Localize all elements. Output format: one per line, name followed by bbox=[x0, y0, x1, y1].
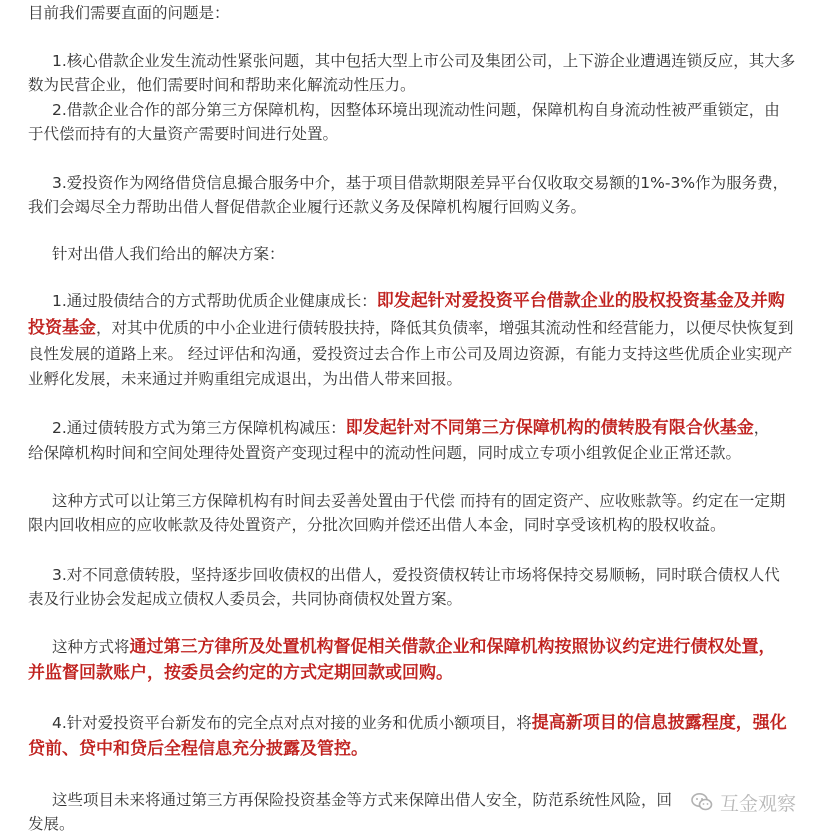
text-line bbox=[28, 515, 838, 535]
text-line bbox=[28, 663, 838, 683]
text-segment: 4.针对爱投资平台新发布的完全点对点对接的业务和优质小额项目，将 bbox=[52, 714, 532, 732]
text-line bbox=[28, 443, 838, 463]
text-segment: 这种方式可以让第三方保障机构有时间去妥善处置由于代偿 而持有的固定资产、应收账款等。约定在一定期 bbox=[52, 492, 786, 510]
text-line bbox=[28, 3, 838, 23]
text-line bbox=[52, 100, 838, 120]
text-segment: ， bbox=[753, 419, 770, 437]
text-segment: 2.通过债转股方式为第三方保障机构减压： bbox=[52, 419, 346, 437]
text-segment: 于代偿而持有的大量资产需要时间进行处置。 bbox=[28, 125, 339, 143]
text-segment: 2.借款企业合作的部分第三方保障机构，因整体环境出现流动性问题，保障机构自身流动性被严重锁定，由 bbox=[52, 101, 780, 119]
highlighted-text: 投资基金 bbox=[28, 318, 96, 338]
wechat-icon bbox=[690, 790, 714, 814]
text-segment: 给保障机构时间和空间处理待处置资产变现过程中的流动性问题，同时成立专项小组敦促企业正常还款。 bbox=[28, 444, 742, 462]
highlighted-text: 即发起针对不同第三方保障机构的债转股有限合伙基金 bbox=[345, 418, 754, 438]
text-line bbox=[52, 790, 692, 810]
highlighted-text: 通过第三方律所及处置机构督促相关借款企业和保障机构按照协议约定进行债权处置， bbox=[129, 637, 776, 657]
text-line bbox=[52, 565, 838, 585]
highlighted-text: 贷前、贷中和贷后全程信息充分披露及管控。 bbox=[28, 739, 368, 759]
text-segment: 3.爱投资作为网络借贷信息撮合服务中介，基于项目借款期限差异平台仅收取交易额的1%-3%作为服务费， bbox=[52, 174, 789, 192]
highlighted-text: 即发起针对爱投资平台借款企业的股权投资基金及并购 bbox=[376, 291, 785, 311]
watermark-text: 互金观察 bbox=[720, 792, 797, 815]
text-segment: 这些项目未来将通过第三方再保险投资基金等方式来保障出借人安全，防范系统性风险，回 bbox=[52, 791, 673, 809]
text-segment: 限内回收相应的应收帐款及待处置资产，分批次回购并偿还出借人本金，同时享受该机构的股权收益。 bbox=[28, 516, 726, 534]
text-line bbox=[52, 173, 838, 193]
text-line bbox=[52, 291, 838, 311]
highlighted-text: 并监督回款账户，按委员会约定的方式定期回款或回购。 bbox=[28, 663, 453, 683]
text-line bbox=[28, 739, 838, 759]
text-line bbox=[52, 491, 838, 511]
text-line bbox=[28, 197, 838, 217]
text-line bbox=[28, 124, 838, 144]
text-segment: 1.核心借款企业发生流动性紧张问题，其中包括大型上市公司及集团公司，上下游企业遭遇连锁反应，其大多 bbox=[52, 52, 796, 70]
text-line bbox=[28, 344, 838, 364]
text-line bbox=[28, 75, 838, 95]
text-line bbox=[52, 713, 838, 733]
text-segment: 数为民营企业，他们需要时间和帮助来化解流动性压力。 bbox=[28, 76, 416, 94]
text-segment: 业孵化发展，未来通过并购重组完成退出，为出借人带来回报。 bbox=[28, 370, 463, 388]
watermark bbox=[690, 786, 796, 818]
text-segment: 表及行业协会发起成立债权人委员会，共同协商债权处置方案。 bbox=[28, 590, 463, 608]
text-segment: 这种方式将 bbox=[52, 638, 130, 656]
text-segment: 发展。 bbox=[28, 815, 75, 833]
text-segment: 良性发展的道路上来。 经过评估和沟通，爱投资过去合作上市公司及周边资源，有能力支持这些优质企业实现产 bbox=[28, 345, 793, 363]
text-segment: 目前我们需要直面的问题是： bbox=[28, 4, 230, 22]
text-line bbox=[28, 369, 838, 389]
text-segment: 我们会竭尽全力帮助出借人督促借款企业履行还款义务及保障机构履行回购义务。 bbox=[28, 198, 587, 216]
text-line bbox=[28, 318, 838, 338]
text-line bbox=[52, 51, 838, 71]
highlighted-text: 提高新项目的信息披露程度，强化 bbox=[531, 713, 787, 733]
text-line bbox=[52, 244, 838, 264]
text-line bbox=[28, 589, 838, 609]
text-line bbox=[52, 418, 838, 438]
text-segment: 1.通过股债结合的方式帮助优质企业健康成长： bbox=[52, 292, 377, 310]
text-segment: ，对其中优质的中小企业进行债转股扶持，降低其负债率，增强其流动性和经营能力，以便尽快恢复到 bbox=[96, 319, 794, 337]
text-line bbox=[52, 637, 838, 657]
text-segment: 针对出借人我们给出的解决方案： bbox=[52, 245, 285, 263]
text-segment: 3.对不同意债转股，坚持逐步回收债权的出借人，爱投资债权转让市场将保持交易顺畅，同时联合债权人代 bbox=[52, 566, 780, 584]
